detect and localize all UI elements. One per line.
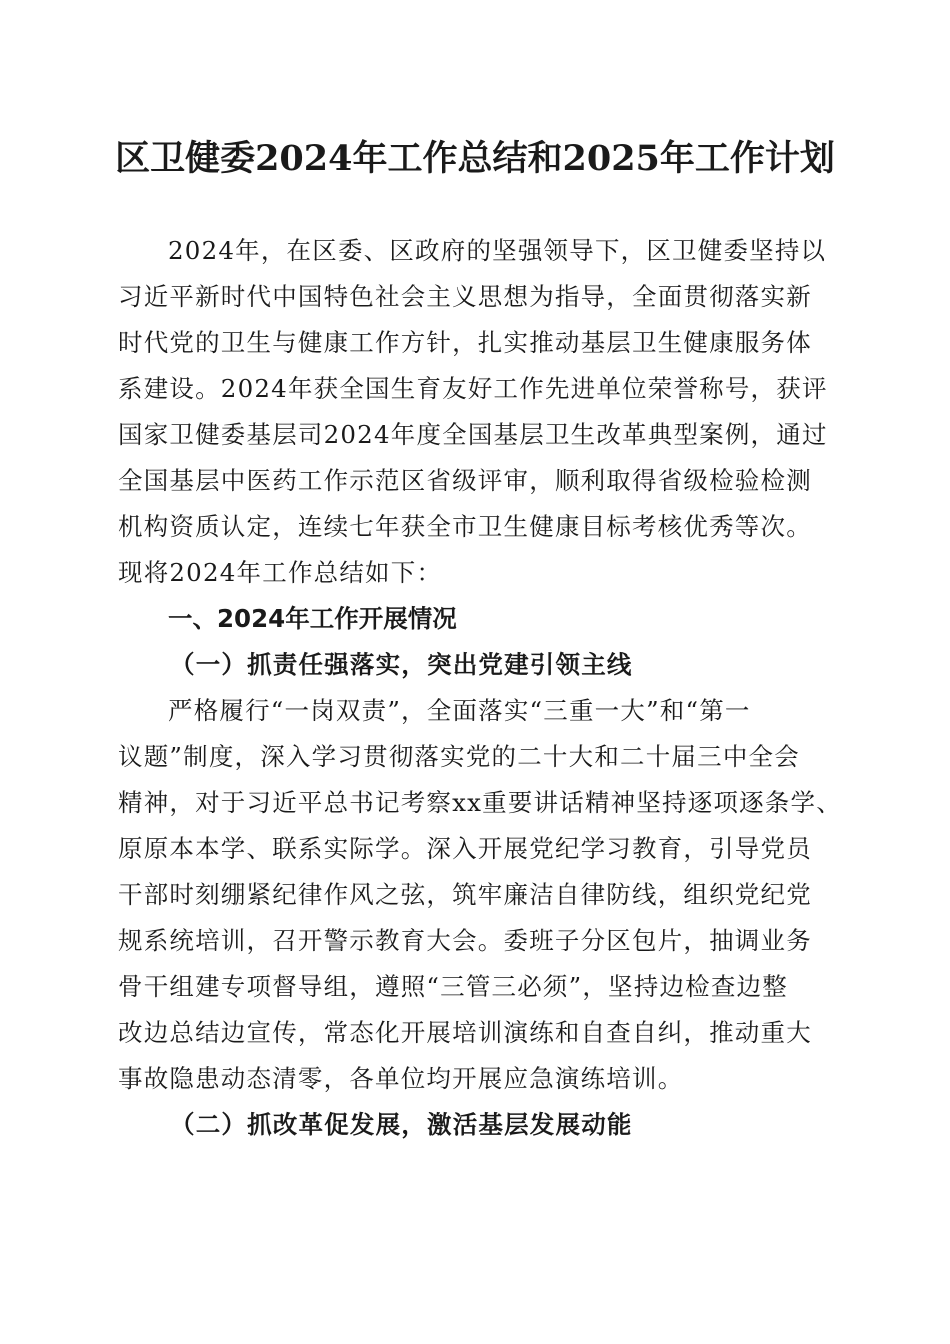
body-line: 骨干组建专项督导组，遵照“三管三必须”，坚持边检查边整 [118,972,788,1001]
subsection-heading: （二）抓改革促发展，激活基层发展动能 [170,1110,633,1139]
body-line: 改边总结边宣传，常态化开展培训演练和自查自纠，推动重大 [118,1018,812,1047]
body-line: 规系统培训，召开警示教育大会。委班子分区包片，抽调业务 [118,926,812,955]
subsection-heading: （一）抓责任强落实，突出党建引领主线 [170,650,633,679]
intro-line: 2024年，在区委、区政府的坚强领导下，区卫健委坚持以 [168,236,827,265]
intro-line: 习近平新时代中国特色社会主义思想为指导，全面贯彻落实新 [118,282,812,311]
intro-line: 国家卫健委基层司2024年度全国基层卫生改革典型案例，通过 [118,420,828,449]
body-line: 议题”制度，深入学习贯彻落实党的二十大和二十届三中全会 [118,742,800,771]
intro-line: 全国基层中医药工作示范区省级评审，顺利取得省级检验检测 [118,466,812,495]
body-line: 干部时刻绷紧纪律作风之弦，筑牢廉洁自律防线，组织党纪党 [118,880,812,909]
document-title: 区卫健委2024年工作总结和2025年工作计划 [115,138,835,179]
body-line: 精神，对于习近平总书记考察xx重要讲话精神坚持逐项逐条学、 [118,788,842,817]
intro-line: 机构资质认定，连续七年获全市卫生健康目标考核优秀等次。 [118,512,812,541]
body-line: 事故隐患动态清零，各单位均开展应急演练培训。 [118,1064,684,1093]
intro-line: 现将2024年工作总结如下： [118,558,443,587]
body-line: 原原本本学、联系实际学。深入开展党纪学习教育，引导党员 [118,834,812,863]
section-heading: 一、2024年工作开展情况 [168,604,457,633]
body-line: 严格履行“一岗双责”，全面落实“三重一大”和“第一 [168,696,751,725]
intro-line: 时代党的卫生与健康工作方针，扎实推动基层卫生健康服务体 [118,328,812,357]
intro-line: 系建设。2024年获全国生育友好工作先进单位荣誉称号，获评 [118,374,828,403]
